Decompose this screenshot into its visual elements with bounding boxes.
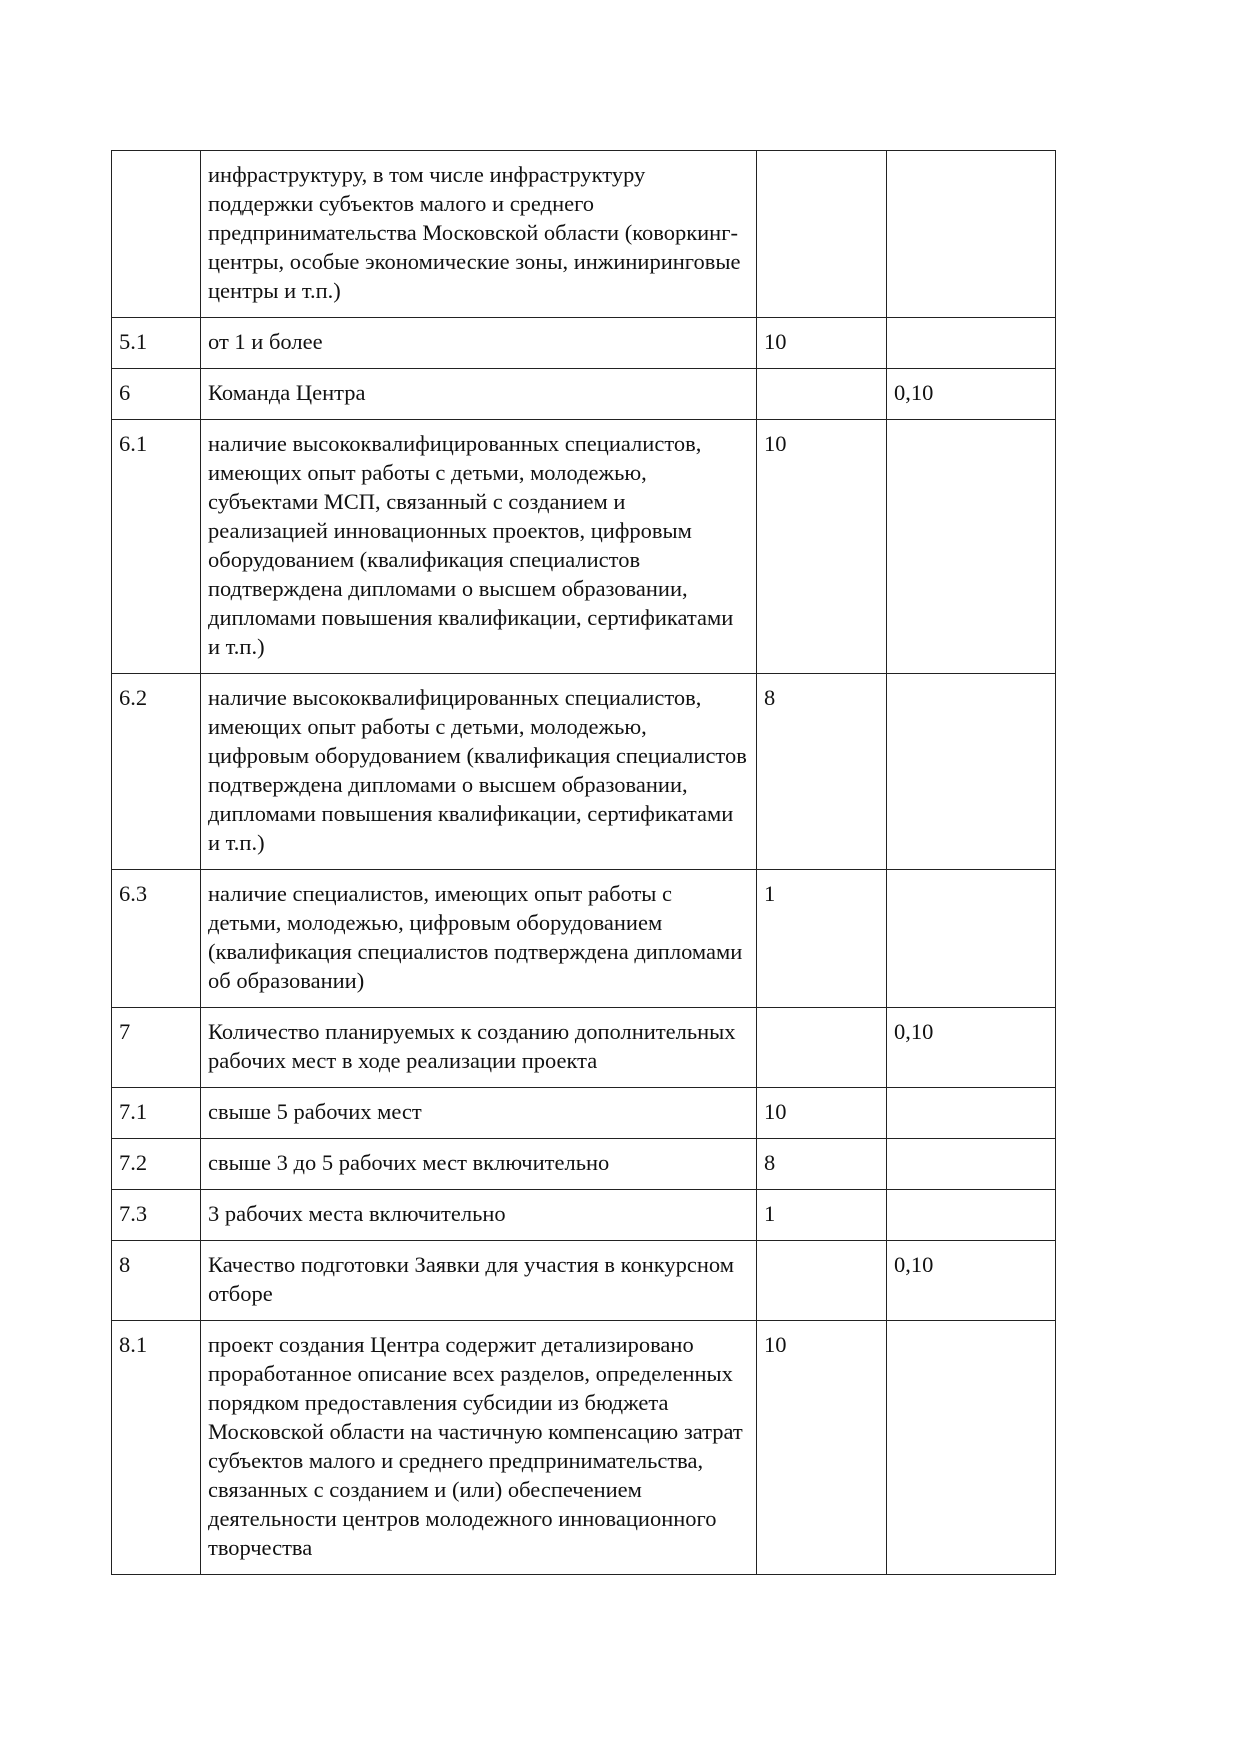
row-number: 7.3: [112, 1190, 201, 1241]
criterion-weight: [887, 674, 1056, 870]
criterion-score: 8: [757, 1139, 887, 1190]
criterion-weight: [887, 1088, 1056, 1139]
criterion-score: 10: [757, 1088, 887, 1139]
row-number: 8.1: [112, 1321, 201, 1575]
criterion-score: [757, 369, 887, 420]
criterion-text: Команда Центра: [201, 369, 757, 420]
criterion-score: [757, 151, 887, 318]
table-row: [112, 1139, 1056, 1190]
row-number: [112, 151, 201, 318]
row-number: 6.3: [112, 870, 201, 1008]
criterion-text: свыше 5 рабочих мест: [201, 1088, 757, 1139]
table-row: [112, 674, 1056, 870]
criterion-text: наличие высококвалифицированных специалистов, имеющих опыт работы с детьми, молодежью, субъектами МСП, связанный с созданием и реализацией инновационных проектов, цифровым оборудованием (квалификация специалистов подтверждена дипломами о высшем образовании, дипломами повышения квалификации, сертификатами и т.п.): [201, 420, 757, 674]
criterion-text: проект создания Центра содержит детализировано проработанное описание всех разделов, определенных порядком предоставления субсидии из бюджета Московской области на частичную компенсацию затрат субъектов малого и среднего предпринимательства, связанных с созданием и (или) обеспечением деятельности центров молодежного инновационного творчества: [201, 1321, 757, 1575]
table-row: [112, 318, 1056, 369]
table-row: [112, 1008, 1056, 1088]
criterion-text: свыше 3 до 5 рабочих мест включительно: [201, 1139, 757, 1190]
criterion-weight: 0,10: [887, 369, 1056, 420]
row-number: 6: [112, 369, 201, 420]
row-number: 5.1: [112, 318, 201, 369]
row-number: 7.1: [112, 1088, 201, 1139]
criterion-text: Качество подготовки Заявки для участия в конкурсном отборе: [201, 1241, 757, 1321]
criterion-text: наличие специалистов, имеющих опыт работы с детьми, молодежью, цифровым оборудованием (квалификация специалистов подтверждена дипломами об образовании): [201, 870, 757, 1008]
criterion-text: 3 рабочих места включительно: [201, 1190, 757, 1241]
table-row: [112, 1321, 1056, 1575]
criteria-table: [111, 150, 1056, 1575]
row-number: 7: [112, 1008, 201, 1088]
table-row: [112, 1241, 1056, 1321]
criterion-text: наличие высококвалифицированных специалистов, имеющих опыт работы с детьми, молодежью, цифровым оборудованием (квалификация специалистов подтверждена дипломами о высшем образовании, дипломами повышения квалификации, сертификатами и т.п.): [201, 674, 757, 870]
criterion-text: Количество планируемых к созданию дополнительных рабочих мест в ходе реализации проекта: [201, 1008, 757, 1088]
criterion-score: 10: [757, 420, 887, 674]
table-row: [112, 870, 1056, 1008]
criterion-weight: [887, 1190, 1056, 1241]
criterion-weight: [887, 420, 1056, 674]
criterion-score: 1: [757, 1190, 887, 1241]
criterion-text: от 1 и более: [201, 318, 757, 369]
criterion-weight: 0,10: [887, 1241, 1056, 1321]
criterion-score: 1: [757, 870, 887, 1008]
criterion-score: 8: [757, 674, 887, 870]
criterion-score: 10: [757, 318, 887, 369]
criterion-score: [757, 1008, 887, 1088]
table-row: [112, 1088, 1056, 1139]
table-row: [112, 369, 1056, 420]
table-row: [112, 420, 1056, 674]
criterion-weight: 0,10: [887, 1008, 1056, 1088]
row-number: 7.2: [112, 1139, 201, 1190]
row-number: 6.1: [112, 420, 201, 674]
criterion-text: инфраструктуру, в том числе инфраструктуру поддержки субъектов малого и среднего предпринимательства Московской области (коворкинг-центры, особые экономические зоны, инжиниринговые центры и т.п.): [201, 151, 757, 318]
row-number: 6.2: [112, 674, 201, 870]
table-row: [112, 1190, 1056, 1241]
criterion-score: 10: [757, 1321, 887, 1575]
criterion-weight: [887, 1139, 1056, 1190]
criterion-weight: [887, 1321, 1056, 1575]
criterion-weight: [887, 151, 1056, 318]
table-row: [112, 151, 1056, 318]
criterion-weight: [887, 318, 1056, 369]
criterion-score: [757, 1241, 887, 1321]
criterion-weight: [887, 870, 1056, 1008]
row-number: 8: [112, 1241, 201, 1321]
